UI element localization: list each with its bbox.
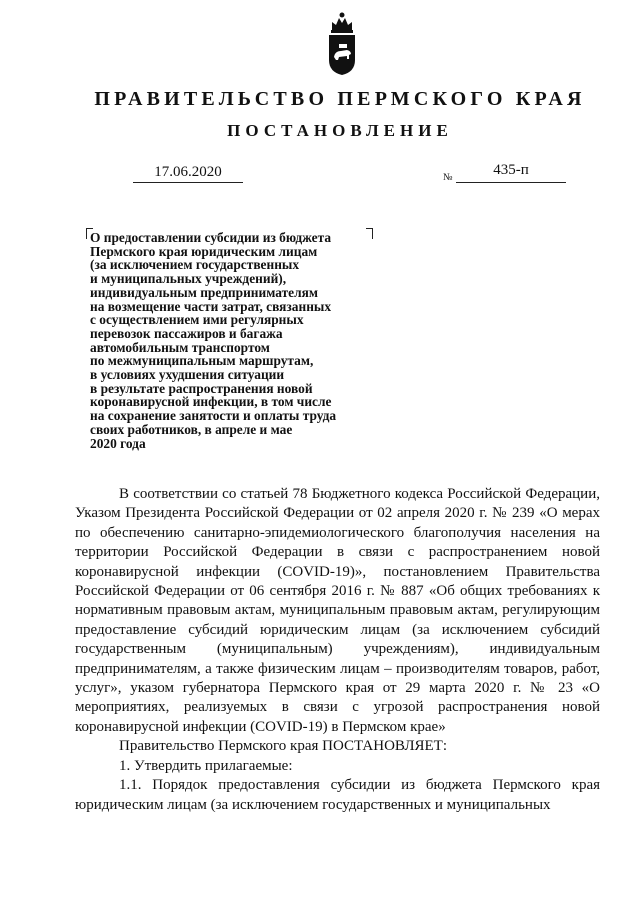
document-body [75,485,600,815]
subject-line: в результате распространения новой [90,380,313,396]
document-number: 435-п [456,162,566,183]
item-1-paragraph: 1. Утвердить прилагаемые: [119,757,293,774]
number-label: № [443,172,453,183]
subject-line: на сохранение занятости и оплаты труда [90,408,337,424]
item-1-1-paragraph: 1.1. Порядок предоставления субсидии из бюджета Пермского края юридическим лицам (за исключением государственных и муниципальных [75,777,600,813]
subject-line: коронавирусной инфекции, в том числе [90,394,332,410]
preamble-paragraph: В соответствии со статьей 78 Бюджетного кодекса Российской Федерации, Указом Президента Российской Федерации от 02 апреля 2020 г. № 239 «О мерах по обеспечению санитарно-эпидемиологического благополучия населения на территории Российской Федерации в связи с распространением новой коронавирусной инфекции (COVID-19)», постановлением Правительства Российской Федерации от 06 сентября 2016 г. № 887 «Об общих требованиях к нормативным правовым актам, муниципальным правовым актам, регулирующим предоставление субсидий юридическим лицам (за исключением субсидий государственным (муниципальным) учреждениям), индивидуальным предпринимателям, а также физическим лицам – производителям товаров, работ, услуг», указом губернатора Пермского края от 29 марта 2020 г. № 23 «О мероприятиях, реализуемых в связи с угрозой распространения новой коронавирусной инфекции (COVID-19) в Пермском крае» [75,486,600,735]
document-subject [90,231,390,450]
organization-title: ПРАВИТЕЛЬСТВО ПЕРМСКОГО КРАЯ [94,88,586,110]
resolves-paragraph: Правительство Пермского края ПОСТАНОВЛЯЕТ: [119,738,448,755]
subject-line: индивидуальным предпринимателям [90,284,318,300]
subject-line: и муниципальных учреждений), [90,271,287,287]
subject-line: по межмуниципальным маршрутам, [90,353,314,369]
subject-line: своих работников, в апреле и мае [90,421,293,437]
subject-line: автомобильным транспортом [90,339,270,355]
subject-line: на возмещение части затрат, связанных [90,298,332,314]
subject-line: с осуществлением ими регулярных [90,312,304,328]
document-type: ПОСТАНОВЛЕНИЕ [227,121,453,140]
subject-line: 2020 года [90,435,146,451]
coat-of-arms-icon [325,10,359,76]
subject-line: О предоставлении субсидии из бюджета [90,230,332,245]
subject-line: Пермского края юридическим лицам [90,243,318,259]
subject-line: в условиях ухудшения ситуации [90,367,285,383]
document-date: 17.06.2020 [133,164,243,183]
subject-line: перевозок пассажиров и багажа [90,325,283,341]
subject-line: (за исключением государственных [90,257,300,273]
